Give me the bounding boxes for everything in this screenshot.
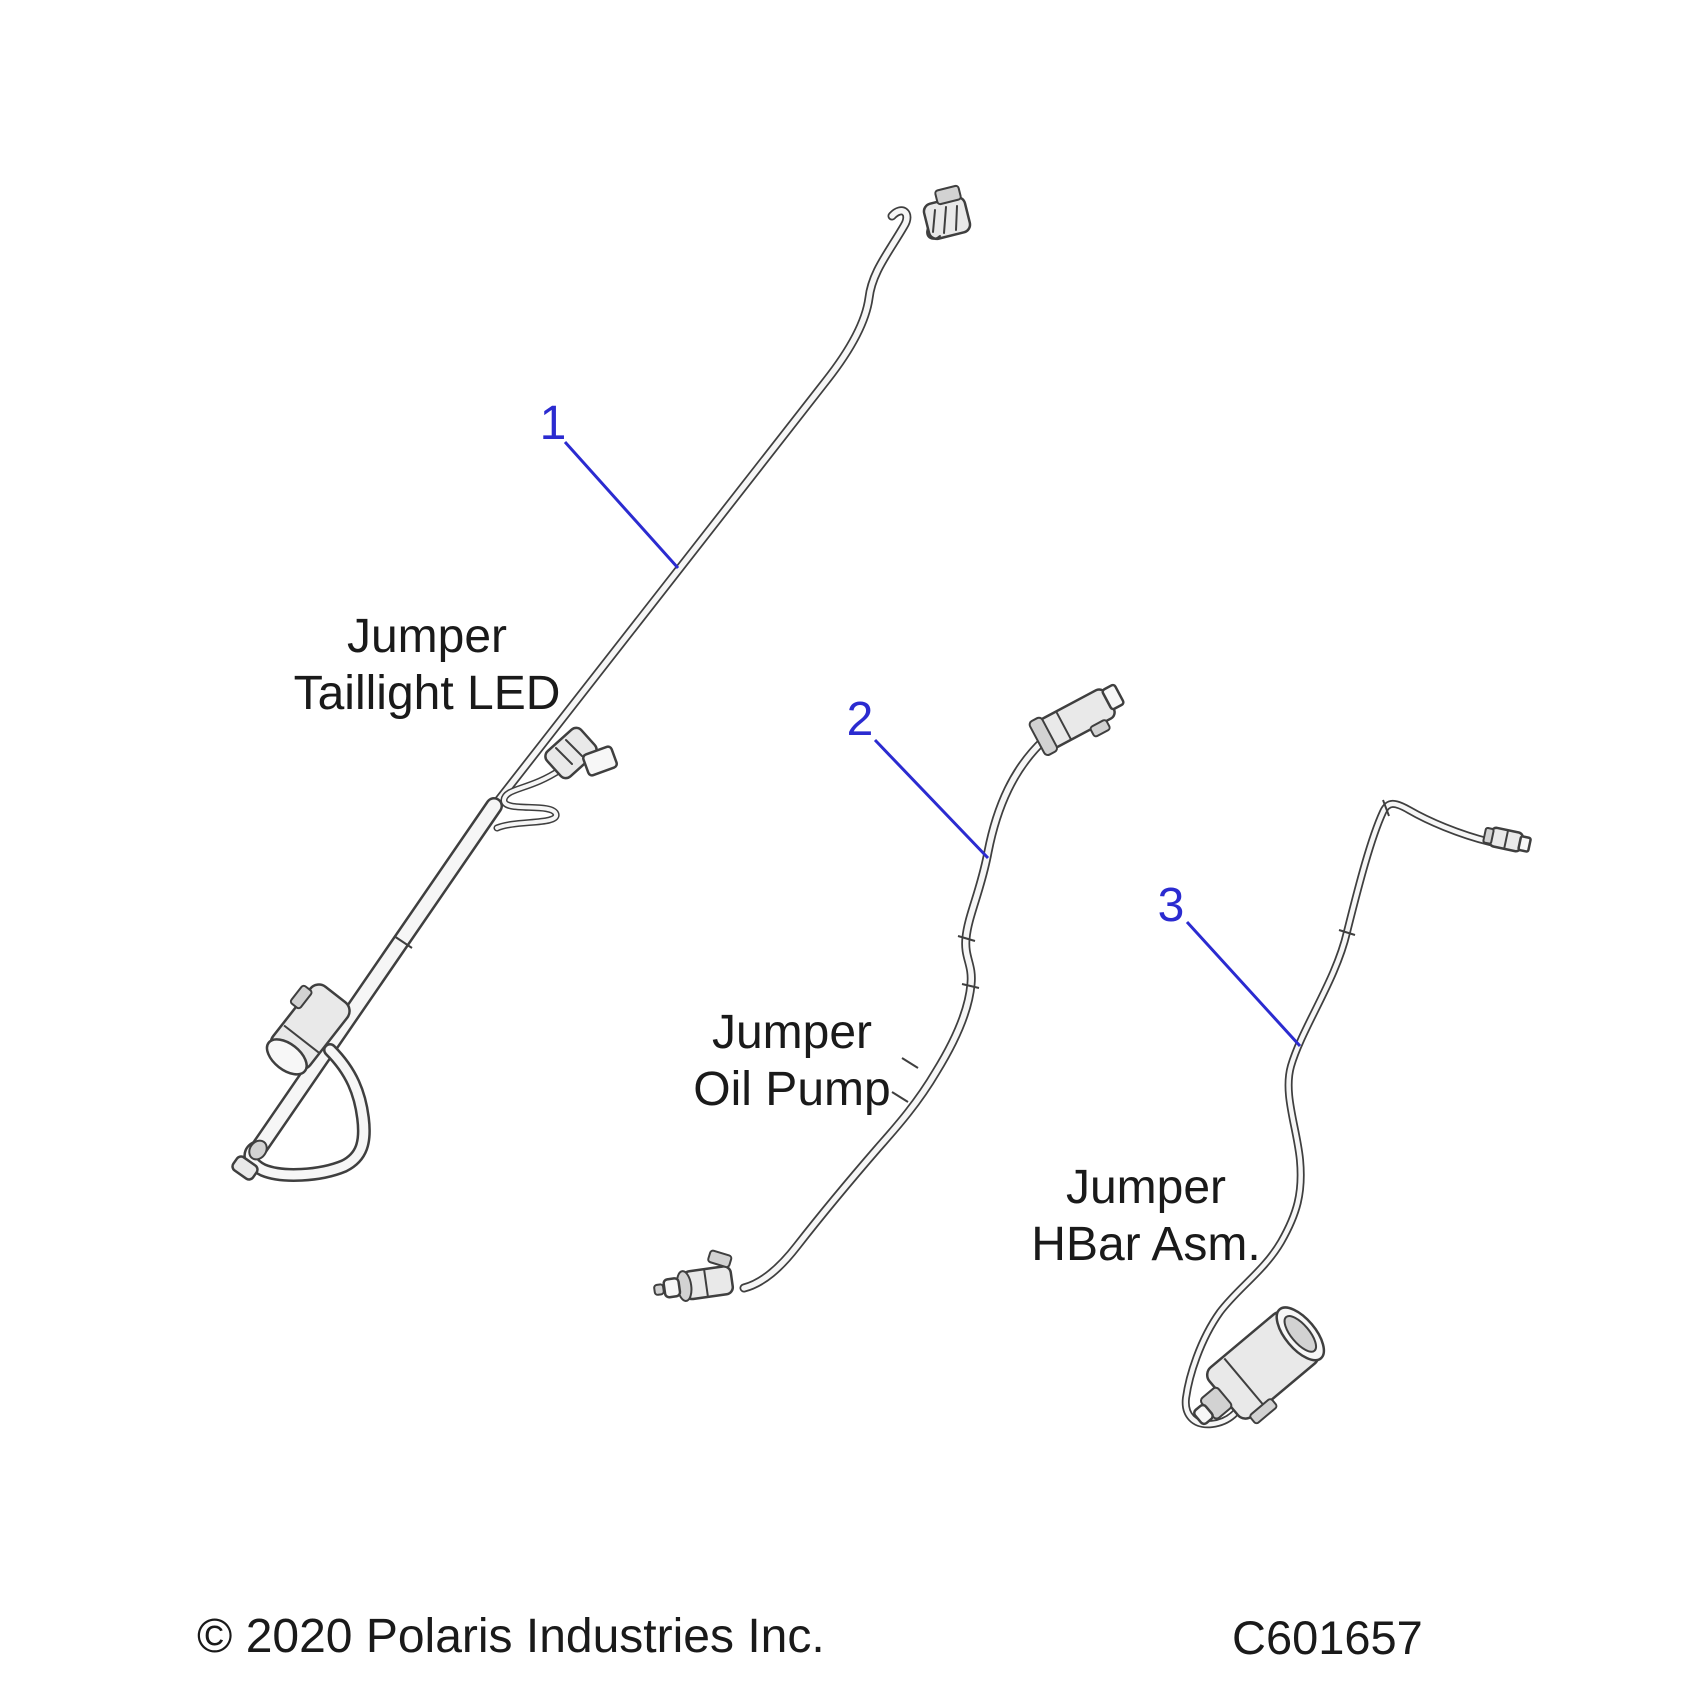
copyright-text: © 2020 Polaris Industries Inc. xyxy=(197,1610,825,1663)
callout-number-1: 1 xyxy=(539,397,567,450)
label-taillight-led xyxy=(294,608,561,722)
label-oilpump-line2: Oil Pump xyxy=(693,1063,891,1116)
label-oil-pump xyxy=(693,1004,890,1118)
connector-tip xyxy=(663,1278,680,1298)
connector-nub xyxy=(654,1284,664,1295)
hbar-top-connector xyxy=(1483,826,1532,854)
jumper-hbar-drawing xyxy=(1178,800,1532,1451)
hbar-wire-outline xyxy=(1186,804,1490,1424)
label-oilpump-line1: Jumper xyxy=(711,1006,873,1059)
label-hbar-line2: HBar Asm. xyxy=(1031,1218,1261,1271)
oilpump-bottom-connector xyxy=(650,1247,737,1305)
leader-line-3 xyxy=(1187,922,1300,1046)
label-taillight-line1: Jumper xyxy=(346,610,508,663)
leader-line-1 xyxy=(565,442,678,568)
callout-number-3: 3 xyxy=(1157,879,1185,932)
label-taillight-line2: Taillight LED xyxy=(293,667,561,720)
oilpump-seam-3 xyxy=(902,1058,918,1068)
leader-line-2 xyxy=(875,740,988,858)
hbar-cylinder-connector xyxy=(1178,1300,1338,1451)
callout-number-2: 2 xyxy=(846,693,874,746)
connector-tip xyxy=(1518,836,1531,852)
oilpump-top-connector xyxy=(1028,679,1132,762)
connector-tab xyxy=(707,1250,732,1268)
diagram-code: C601657 xyxy=(1232,1611,1423,1664)
oilpump-seam-4 xyxy=(892,1092,908,1102)
connector-collar xyxy=(1483,828,1494,844)
hbar-wire-core xyxy=(1186,804,1490,1424)
taillight-sleeve-core xyxy=(259,806,494,1148)
label-hbar-asm xyxy=(1031,1159,1260,1273)
label-hbar-line1: Jumper xyxy=(1065,1161,1227,1214)
taillight-top-connector xyxy=(922,185,971,240)
